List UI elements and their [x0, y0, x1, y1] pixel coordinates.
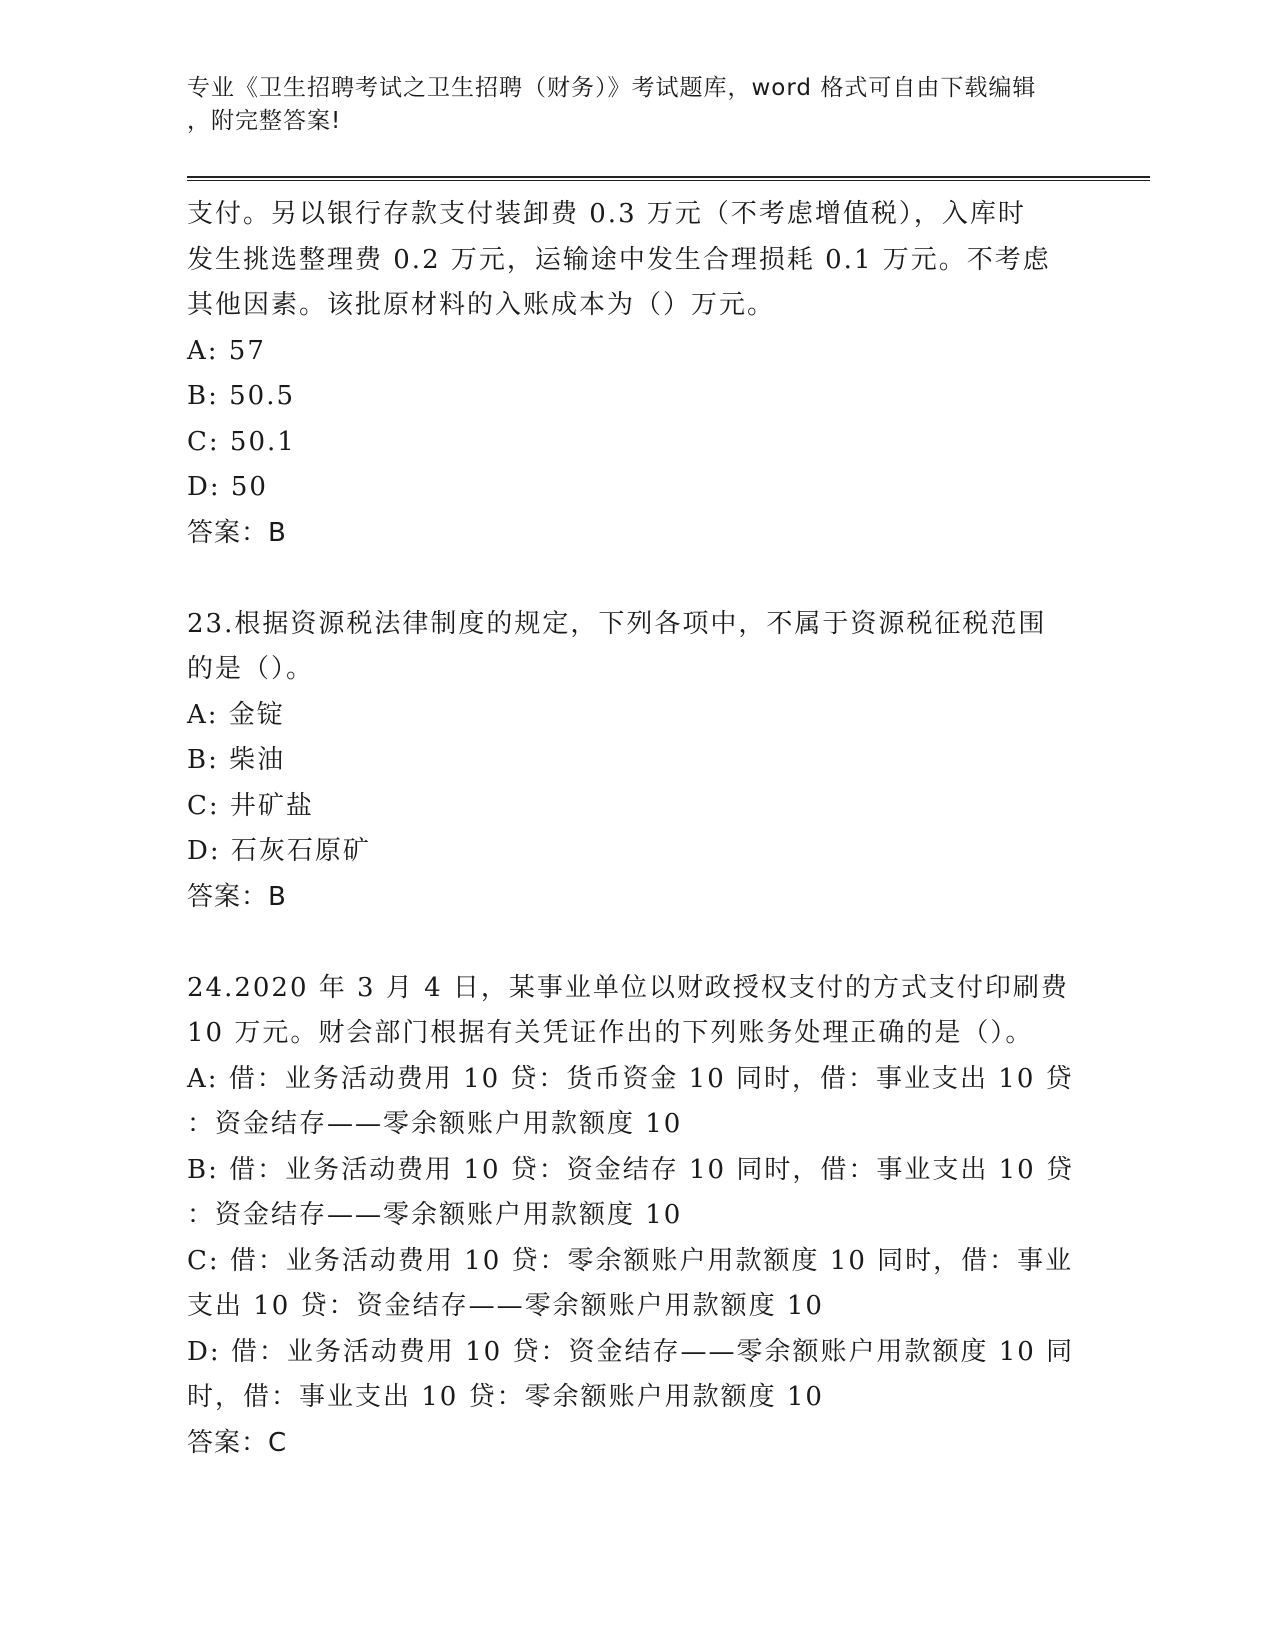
answer: 答案：B	[187, 881, 287, 912]
question-spacer	[187, 556, 1067, 602]
option-a-line: ：资金结存——零余额账户用款额度 10	[187, 1109, 683, 1139]
option-a: A: 金锭	[187, 699, 285, 730]
document-body	[187, 192, 1075, 1466]
question-text-line: 发生挑选整理费 0.2 万元，运输途中发生合理损耗 0.1 万元。不考虑	[187, 244, 1051, 275]
question-text-line: 的是（）。	[187, 654, 315, 684]
option-a-line: A: 借：业务活动费用 10 贷：货币资金 10 同时，借：事业支出 10 贷	[187, 1063, 1074, 1094]
question-24	[187, 966, 1075, 1467]
question-23	[187, 602, 1067, 921]
question-text-line: 24.2020 年 3 月 4 日，某事业单位以财政授权支付的方式支付印刷费	[187, 972, 1069, 1003]
answer: 答案：C	[187, 1427, 288, 1458]
option-d: D: 50	[187, 472, 268, 502]
header-line-1: 专业《卫生招聘考试之卫生招聘（财务）》考试题库，word 格式可自由下载编辑	[187, 75, 1037, 101]
option-b-line: ：资金结存——零余额账户用款额度 10	[187, 1200, 683, 1230]
option-d: D: 石灰石原矿	[187, 836, 371, 866]
question-spacer	[187, 920, 1067, 966]
question-text-line: 其他因素。该批原材料的入账成本为（）万元。	[187, 290, 776, 320]
option-d-line: 时，借：事业支出 10 贷：零余额账户用款额度 10	[187, 1382, 824, 1412]
page-header	[187, 72, 1067, 138]
question-text-line: 支付。另以银行存款支付装卸费 0.3 万元（不考虑增值税），入库时	[187, 199, 1026, 229]
answer: 答案：B	[187, 517, 287, 548]
option-b: B: 柴油	[187, 745, 286, 775]
option-b: B: 50.5	[187, 381, 296, 411]
question-22	[187, 192, 1067, 556]
option-c: C: 50.1	[187, 426, 296, 457]
header-divider	[187, 176, 1150, 181]
header-line-2: ，附完整答案!	[187, 108, 342, 134]
question-text-line: 10 万元。财会部门根据有关凭证作出的下列账务处理正确的是（）。	[187, 1018, 1034, 1048]
option-c: C: 井矿盐	[187, 790, 314, 821]
option-a: A: 57	[187, 335, 266, 366]
option-d-line: D: 借：业务活动费用 10 贷：资金结存——零余额账户用款额度 10 同	[187, 1336, 1075, 1367]
option-c-line: C: 借：业务活动费用 10 贷：零余额账户用款额度 10 同时，借：事业	[187, 1245, 1074, 1276]
option-c-line: 支出 10 贷：资金结存——零余额账户用款额度 10	[187, 1291, 824, 1321]
option-b-line: B: 借：业务活动费用 10 贷：资金结存 10 同时，借：事业支出 10 贷	[187, 1154, 1074, 1185]
question-text-line: 23.根据资源税法律制度的规定，下列各项中，不属于资源税征税范围	[187, 608, 1047, 639]
